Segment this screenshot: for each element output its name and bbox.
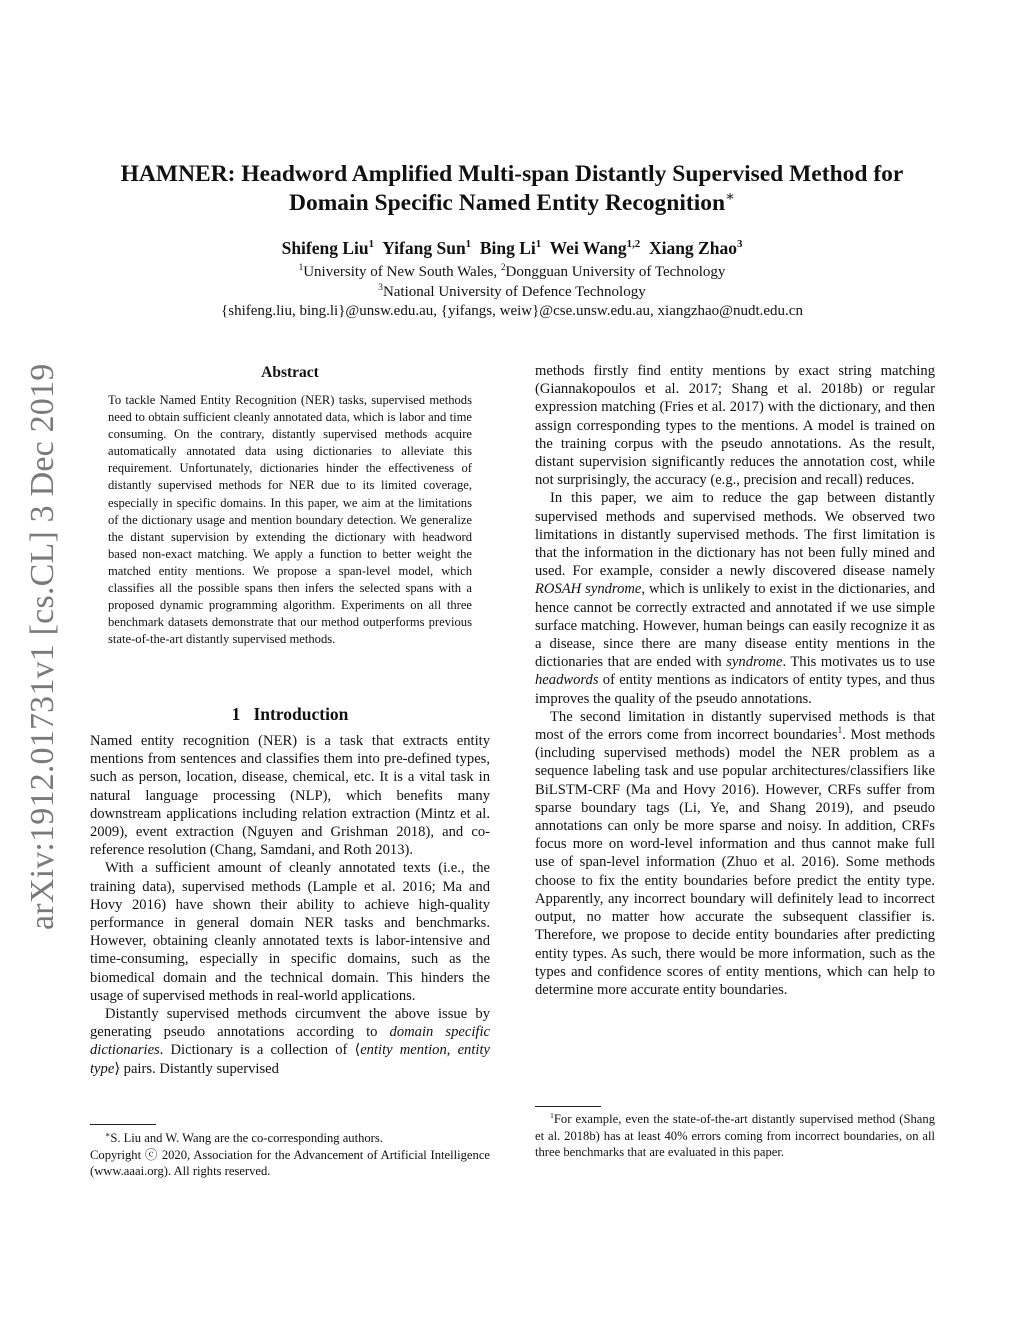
abstract-heading: Abstract <box>261 364 319 381</box>
intro-paragraph-3: Distantly supervised methods circumvent the above issue by generating pseudo annotations according to domain specific dictionaries. Dictionary is a collection of ⟨entity mention, entity type⟩ pairs. Distantly supervised <box>90 1006 490 1077</box>
footnote-rule <box>535 1106 601 1107</box>
footnote-rule <box>90 1124 156 1125</box>
author-list: Shifeng Liu$^1$ Yifang Sun$^1$ Bing Li$^1$ Wei Wang$^{1,2}$ Xiang Zhao$^3$ <box>281 238 743 258</box>
author: Wei Wang <box>549 238 627 258</box>
author: Xiang Zhao <box>648 238 737 258</box>
section-heading-introduction: 1 Introduction <box>231 704 349 724</box>
copyright-notice: Copyright ⓒ 2020, Association for the Advancement of Artificial Intelligence (www.aaai.org). All rights reserved. <box>90 1147 490 1179</box>
title-line-2: Domain Specific Named Entity Recognition∗ <box>289 189 735 216</box>
intro-paragraph-1: Named entity recognition (NER) is a task that extracts entity mentions from sentences and classifies them into pre-defined types, such as person, location, disease, chemical, etc. It is a vital task in natural language processing (NLP), which benefits many downstream applications including relation extraction (Mintz et al. 2009), event extraction (Nguyen and Grishman 2018), and co-reference resolution (Chang, Samdani, and Roth 2013). <box>90 733 490 859</box>
affiliation-line-1: $^1$University of New South Wales, $^2$Dongguan University of Technology <box>298 263 726 280</box>
intro-body-left <box>90 732 490 1078</box>
intro-paragraph-2: With a sufficient amount of cleanly annotated texts (i.e., the training data), supervised methods (Lample et al. 2016; Ma and Hovy 2016) have shown their ability to achieve high-quality performance in general domain NER tasks and benchmarks. However, obtaining cleanly annotated texts is labor-intensive and time-consuming, especially in specific domains, such as the biomedical domain and the technical domain. This hinders the usage of supervised methods in real-world applications. <box>90 860 490 1004</box>
right-footnote: $^1$For example, even the state-of-the-art distantly supervised method (Shang et al. 2018b) has at least 40% errors coming from incorrect boundaries, on all three benchmarks that are evaluated in this paper. <box>535 1110 935 1160</box>
title-footnote-mark: ∗ <box>725 189 735 206</box>
author: Yifang Sun <box>382 238 466 258</box>
title-line-1: HAMNER: Headword Amplified Multi-span Distantly Supervised Method for <box>120 161 904 187</box>
right-paragraph-2: In this paper, we aim to reduce the gap between distantly supervised methods and supervised methods. We observed two limitations in distantly supervised methods. The first limitation is that the information in the dictionary has not been fully mined and used. For example, consider a newly discovered disease namely ROSAH syndrome, which is unlikely to exist in the dictionaries, and hence cannot be correctly extracted and annotated if we use simple surface matching. However, human beings can easily recognize it as a disease, since there are many disease entity mentions in the dictionaries that are ended with syndrome. This motivates us to use headwords of entity mentions as indicators of entity types, and thus improves the quality of the pseudo annotations. <box>535 490 935 707</box>
arxiv-stamp: arXiv:1912.01731v1 [cs.CL] 3 Dec 2019 <box>24 363 61 930</box>
left-footnotes <box>90 1130 490 1180</box>
paper-title <box>96 160 928 218</box>
right-paragraph-1: methods firstly find entity mentions by exact string matching (Giannakopoulos et al. 2017; Shang et al. 2018b) or regular expression matching (Fries et al. 2017) with the dictionary, and then assign corresponding types to the mentions. A model is trained on the training corpus with the pseudo annotations. As the result, distant supervision significantly reduces the annotation cost, while not surprisingly, the accuracy (e.g., precision and recall) reduces. <box>535 363 935 489</box>
affiliation-line-2: $^3$National University of Defence Technology <box>378 283 646 300</box>
abstract-text: To tackle Named Entity Recognition (NER) tasks, supervised methods need to obtain sufficient cleanly annotated data, which is labor and time consuming. On the contrary, distantly supervised methods acquire automatically annotated data using dictionaries to alleviate this requirement. Unfortunately, dictionaries hinder the effectiveness of distantly supervised methods for NER due to its limited coverage, especially in specific domains. In this paper, we aim at the limitations of the dictionary usage and mention boundary detection. We generalize the distant supervision by extending the dictionary with headword based non-exact matching. We apply a function to better weight the matched entity mentions. We propose a span-level model, which classifies all the possible spans then infers the selected spans with a proposed dynamic programming algorithm. Experiments on all three benchmark datasets demonstrate that our method outperforms previous state-of-the-art distantly supervised methods. <box>108 393 472 647</box>
author: Shifeng Liu <box>281 238 369 258</box>
author: Bing Li <box>479 238 536 258</box>
intro-body-right <box>535 362 935 999</box>
author-emails: {shifeng.liu, bing.li}@unsw.edu.au, {yifangs, weiw}@cse.unsw.edu.au, xiangzhao@nudt.edu.cn <box>221 303 803 319</box>
right-paragraph-3: The second limitation in distantly supervised methods is that most of the errors come from incorrect boundaries$^1$. Most methods (including supervised methods) model the NER problem as a sequence labeling task and use popular architectures/classifiers like BiLSTM-CRF (Ma and Hovy 2016). However, CRFs suffer from sparse boundary tags (Li, Ye, and Shang 2019), and pseudo annotations can only be more sparse and noisy. In addition, CRFs focus more on word-level information and thus cannot make full use of span-level information (Zhuo et al. 2016). Some methods choose to fix the entity boundaries before predict the entity type. Apparently, any incorrect boundary will definitely lead to incorrect output, no matter how accurate the subsequent classifier is. Therefore, we propose to decide entity boundaries after predicting entity types. As such, there would be more information, such as the types and confidence scores of entity mentions, which can help to determine more accurate entity boundaries. <box>535 708 935 998</box>
corresponding-author-note: ∗S. Liu and W. Wang are the co-corresponding authors. <box>105 1129 383 1145</box>
